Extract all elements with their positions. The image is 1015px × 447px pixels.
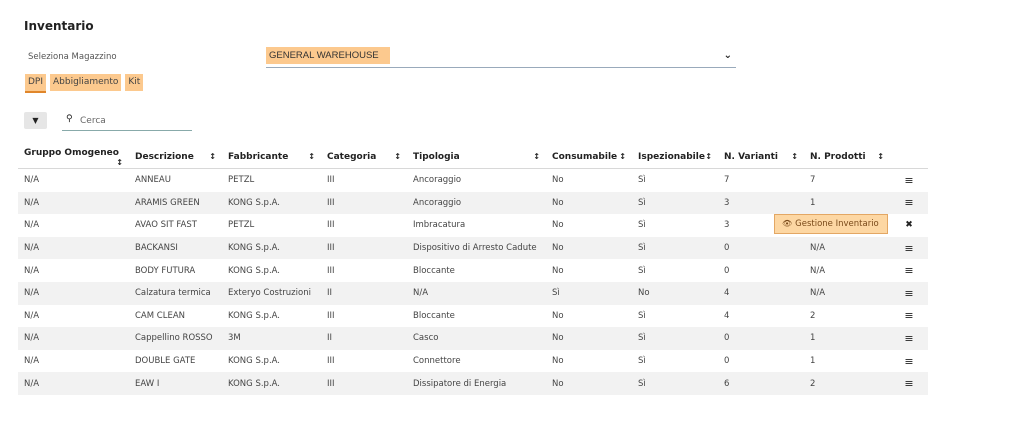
table-row[interactable] [18, 350, 928, 373]
table-cell: KONG S.p.A. [222, 372, 321, 395]
table-cell: No [552, 175, 564, 186]
table-cell: Sì [638, 220, 646, 231]
table-cell: N/A [18, 282, 129, 305]
table-cell: Sì [638, 356, 646, 367]
menu-icon[interactable]: ≡ [904, 309, 914, 323]
column-header-prodotti[interactable]: N. Prodotti ↕ [804, 146, 890, 169]
table-cell: DOUBLE GATE [135, 356, 196, 367]
table-cell: N/A [24, 310, 40, 321]
table-cell: No [632, 282, 718, 305]
category-tabs [25, 74, 143, 93]
table-cell: N/A [804, 237, 890, 260]
menu-icon[interactable]: ≡ [904, 354, 914, 368]
table-cell: PETZL [228, 175, 255, 186]
table-cell: Ancoraggio [407, 192, 546, 215]
table-row[interactable] [18, 282, 928, 305]
table-row[interactable] [18, 327, 928, 350]
menu-icon[interactable]: ≡ [904, 264, 914, 278]
table-cell: 1 [810, 356, 816, 367]
filter-icon: ▼ [32, 116, 39, 125]
menu-icon[interactable]: ≡ [890, 237, 928, 260]
table-cell: 0 [724, 356, 730, 367]
table-cell: No [546, 192, 632, 215]
table-cell: III [321, 192, 407, 215]
table-cell: ARAMIS GREEN [129, 192, 222, 215]
table-cell: Casco [407, 327, 546, 350]
table-cell: 2 [810, 310, 816, 321]
table-cell: Sì [632, 327, 718, 350]
table-row[interactable] [18, 237, 928, 260]
gestione-inventario-menu-item[interactable] [774, 214, 888, 234]
table-cell: 1 [804, 327, 890, 350]
filter-button[interactable] [24, 112, 47, 129]
table-cell: KONG S.p.A. [222, 237, 321, 260]
warehouse-select-label: Seleziona Magazzino [28, 52, 117, 62]
table-cell: No [546, 237, 632, 260]
table-cell: No [552, 220, 564, 231]
table-cell: No [552, 265, 564, 276]
table-cell: 7 [810, 175, 816, 186]
table-cell: III [327, 265, 335, 276]
sort-icon: ↕ [209, 152, 216, 161]
table-cell: ANNEAU [135, 175, 171, 186]
sort-icon: ↕ [877, 152, 884, 161]
column-header-tipologia[interactable]: Tipologia ↕ [407, 146, 546, 169]
menu-icon[interactable]: ≡ [890, 192, 928, 215]
table-cell: 7 [724, 175, 730, 186]
table-cell: Imbracatura [413, 220, 466, 231]
table-row[interactable] [18, 305, 928, 328]
column-header-gruppo[interactable]: Gruppo Omogeneo ↕ [18, 146, 129, 169]
table-cell: Sì [638, 175, 646, 186]
table-cell: 0 [718, 327, 804, 350]
table-cell: N/A [24, 356, 40, 367]
sort-icon: ↕ [619, 152, 626, 161]
table-row[interactable] [18, 259, 928, 282]
table-cell: 0 [724, 265, 730, 276]
menu-icon[interactable]: ≡ [890, 327, 928, 350]
table-cell: Calzatura termica [129, 282, 222, 305]
table-cell: III [327, 175, 335, 186]
column-header-ispezionabile[interactable]: Ispezionabile ↕ [632, 146, 718, 169]
table-cell: Bloccante [413, 310, 455, 321]
table-cell: Cappellino ROSSO [129, 327, 222, 350]
menu-icon[interactable]: ≡ [890, 282, 928, 305]
table-cell: Connettore [413, 356, 461, 367]
column-header-consumabile[interactable]: Consumabile ↕ [546, 146, 632, 169]
search-icon: ⚲ [66, 114, 73, 124]
menu-icon[interactable]: ≡ [890, 372, 928, 395]
table-cell: BODY FUTURA [135, 265, 196, 276]
inventory-table [18, 146, 928, 395]
table-cell: EAW I [129, 372, 222, 395]
table-cell: III [327, 310, 335, 321]
sort-icon: ↕ [705, 152, 712, 161]
table-cell: No [546, 372, 632, 395]
table-cell: Sì [638, 310, 646, 321]
table-cell: N/A [810, 265, 826, 276]
table-cell: N/A [18, 372, 129, 395]
table-cell: N/A [24, 265, 40, 276]
table-cell: N/A [24, 220, 40, 231]
table-cell: KONG S.p.A. [228, 356, 281, 367]
table-cell: Exteryo Costruzioni [222, 282, 321, 305]
table-cell: N/A [18, 192, 129, 215]
table-cell: 4 [724, 310, 730, 321]
tab-kit[interactable]: Kit [125, 74, 143, 91]
table-cell: Sì [546, 282, 632, 305]
table-cell: III [327, 356, 335, 367]
table-cell: N/A [24, 175, 40, 186]
sort-icon: ↕ [791, 152, 798, 161]
table-cell: N/A [18, 327, 129, 350]
table-row[interactable] [18, 192, 928, 215]
table-cell: BACKANSI [129, 237, 222, 260]
table-cell: KONG S.p.A. [222, 192, 321, 215]
table-cell: III [321, 372, 407, 395]
table-cell: 3 [718, 192, 804, 215]
table-cell: 6 [718, 372, 804, 395]
table-cell: 4 [718, 282, 804, 305]
table-cell: No [552, 356, 564, 367]
table-cell: N/A [804, 282, 890, 305]
close-icon[interactable]: ✖ [905, 220, 913, 231]
table-cell: 3M [222, 327, 321, 350]
column-header-actions [890, 146, 928, 169]
table-header-row [18, 146, 928, 169]
table-cell: N/A [407, 282, 546, 305]
table-cell: CAM CLEAN [135, 310, 185, 321]
eye-icon: 👁 [782, 219, 793, 228]
table-cell: 0 [718, 237, 804, 260]
gestione-inventario-label: Gestione Inventario [795, 219, 879, 229]
table-cell: Sì [632, 237, 718, 260]
sort-icon: ↕ [394, 152, 401, 161]
table-cell: II [321, 327, 407, 350]
column-header-descrizione[interactable]: Descrizione ↕ [129, 146, 222, 169]
warehouse-select[interactable] [266, 47, 736, 68]
table-cell: Dissipatore di Energia [407, 372, 546, 395]
sort-icon: ↕ [116, 157, 123, 167]
tab-abbigliamento[interactable]: Abbigliamento [50, 74, 121, 91]
table-cell: KONG S.p.A. [228, 265, 281, 276]
search-input[interactable] [78, 112, 192, 130]
column-header-fabbricante[interactable]: Fabbricante ↕ [222, 146, 321, 169]
page-title: Inventario [24, 19, 94, 33]
menu-icon[interactable]: ≡ [904, 173, 914, 187]
table-cell: KONG S.p.A. [228, 310, 281, 321]
chevron-down-icon: ⌄ [723, 50, 732, 61]
table-cell: Ancoraggio [413, 175, 462, 186]
table-cell: Sì [638, 265, 646, 276]
table-cell: 1 [804, 192, 890, 215]
sort-icon: ↕ [308, 152, 315, 161]
table-cell: PETZL [228, 220, 255, 231]
table-row[interactable] [18, 372, 928, 395]
column-header-categoria[interactable]: Categoria ↕ [321, 146, 407, 169]
table-cell: Bloccante [413, 265, 455, 276]
table-cell: Dispositivo di Arresto Cadute [407, 237, 546, 260]
table-cell: No [546, 327, 632, 350]
table-cell: 3 [724, 220, 730, 231]
table-cell: II [321, 282, 407, 305]
table-cell: Sì [632, 192, 718, 215]
column-header-varianti[interactable]: N. Varianti ↕ [718, 146, 804, 169]
table-row[interactable] [18, 169, 928, 192]
table-cell: Sì [632, 372, 718, 395]
tab-dpi[interactable]: DPI [25, 74, 46, 93]
table-cell: No [552, 310, 564, 321]
table-cell: III [327, 220, 335, 231]
warehouse-selected-value: GENERAL WAREHOUSE [266, 47, 390, 64]
sort-icon: ↕ [533, 152, 540, 161]
search-field[interactable] [62, 112, 192, 131]
table-cell: AVAO SIT FAST [135, 220, 197, 231]
table-cell: III [321, 237, 407, 260]
table-cell: 2 [804, 372, 890, 395]
table-cell: N/A [18, 237, 129, 260]
